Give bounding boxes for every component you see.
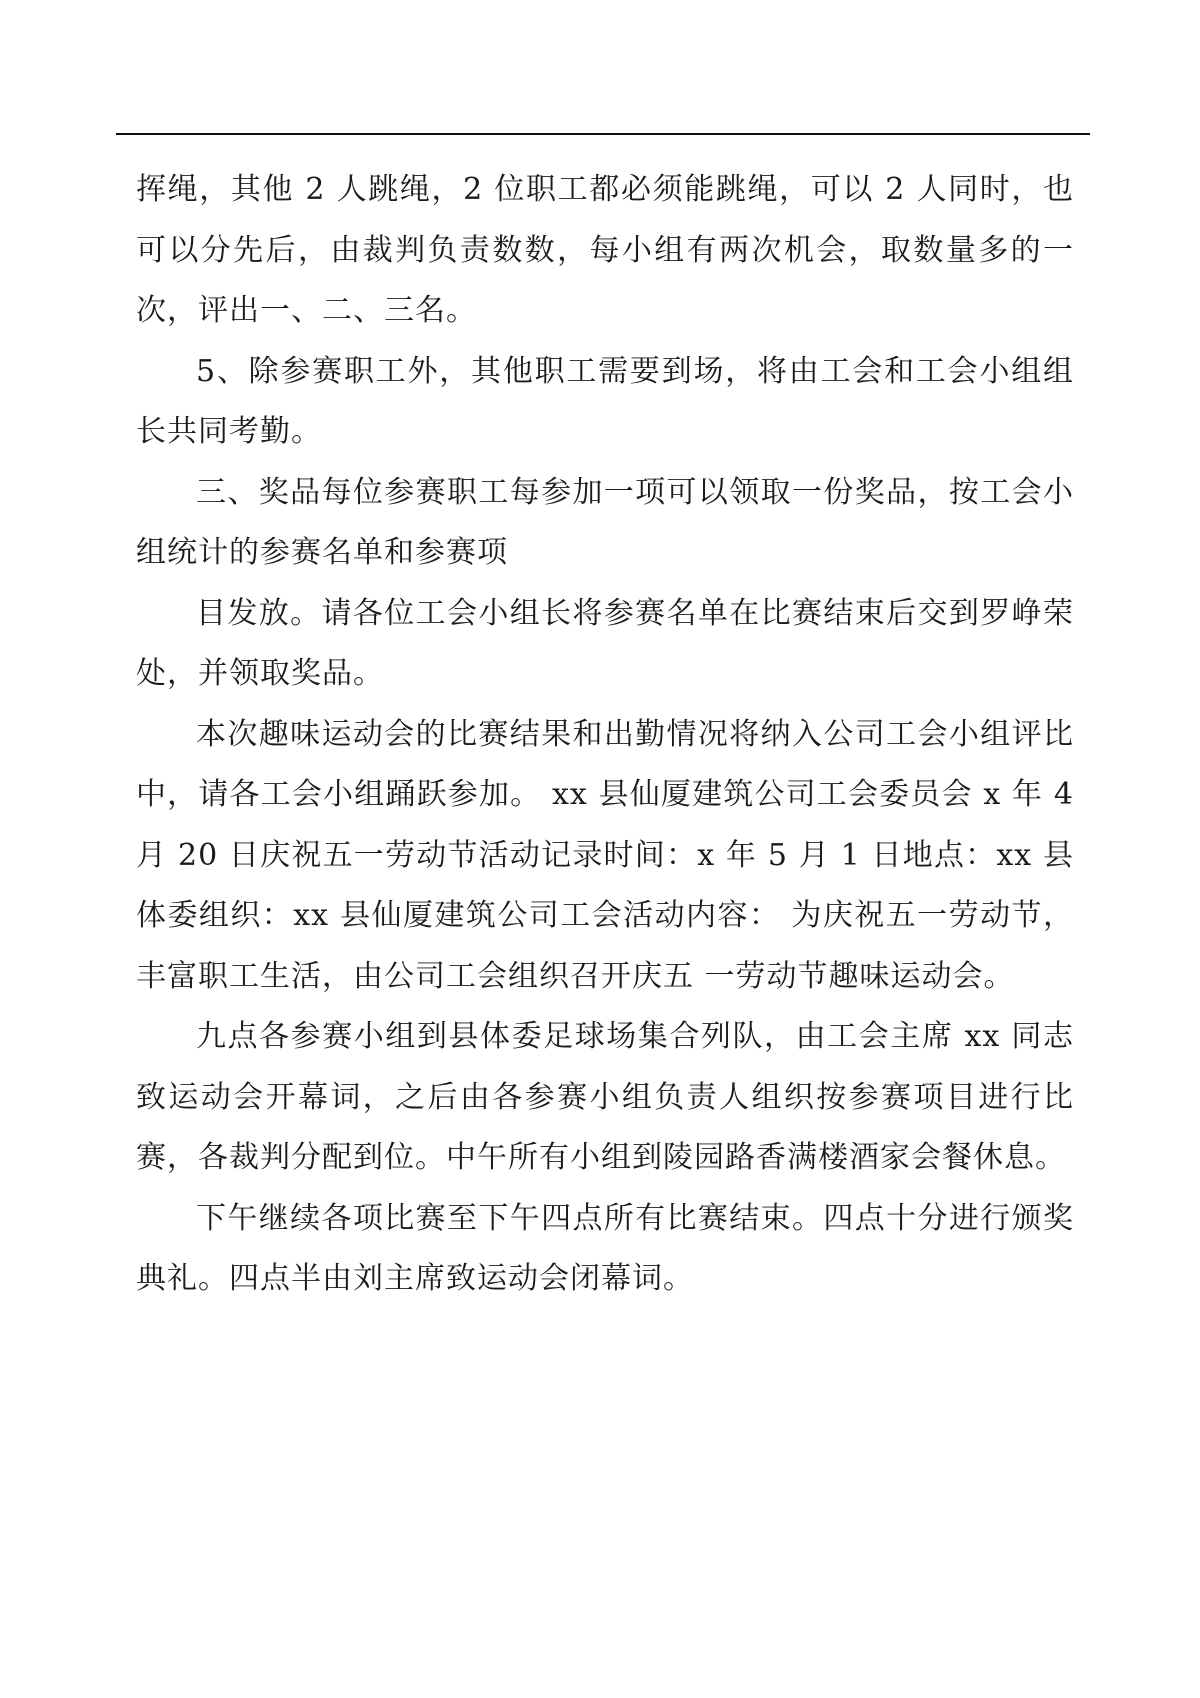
paragraph-results-and-record: 本次趣味运动会的比赛结果和出勤情况将纳入公司工会小组评比中，请各工会小组踊跃参加。 xx 县仙厦建筑公司工会委员会 x 年 4 月 20 日庆祝五一劳动节活动记录时间：x 年 5 月 1 日地点：xx 县体委组织：xx 县仙厦建筑公司工会活动内容： 为庆祝五一劳动节，丰富职工生活，由公司工会组织召开庆五 一劳动节趣味运动会。 <box>136 716 1074 994</box>
paragraph-afternoon-schedule: 下午继续各项比赛至下午四点所有比赛结束。四点十分进行颁奖典礼。四点半由刘主席致运动会闭幕词。 <box>136 1200 1074 1296</box>
paragraph-attendance: 5、除参赛职工外，其他职工需要到场，将由工会和工会小组组长共同考勤。 <box>136 353 1074 449</box>
paragraph-prizes: 三、奖品每位参赛职工每参加一项可以领取一份奖品，按工会小组统计的参赛名单和参赛项 <box>136 474 1074 570</box>
document-body <box>136 160 1074 1310</box>
paragraph-rope-skipping-rules: 挥绳，其他 2 人跳绳，2 位职工都必须能跳绳，可以 2 人同时，也可以分先后，由裁判负责数数，每小组有两次机会，取数量多的一次，评出一、二、三名。 <box>136 172 1074 328</box>
header-divider <box>116 133 1090 135</box>
paragraph-morning-schedule: 九点各参赛小组到县体委足球场集合列队，由工会主席 xx 同志致运动会开幕词，之后由各参赛小组负责人组织按参赛项目进行比赛，各裁判分配到位。中午所有小组到陵园路香满楼酒家会餐休息。 <box>136 1019 1074 1175</box>
paragraph-prize-distribution: 目发放。请各位工会小组长将参赛名单在比赛结束后交到罗峥荣处，并领取奖品。 <box>136 595 1074 691</box>
